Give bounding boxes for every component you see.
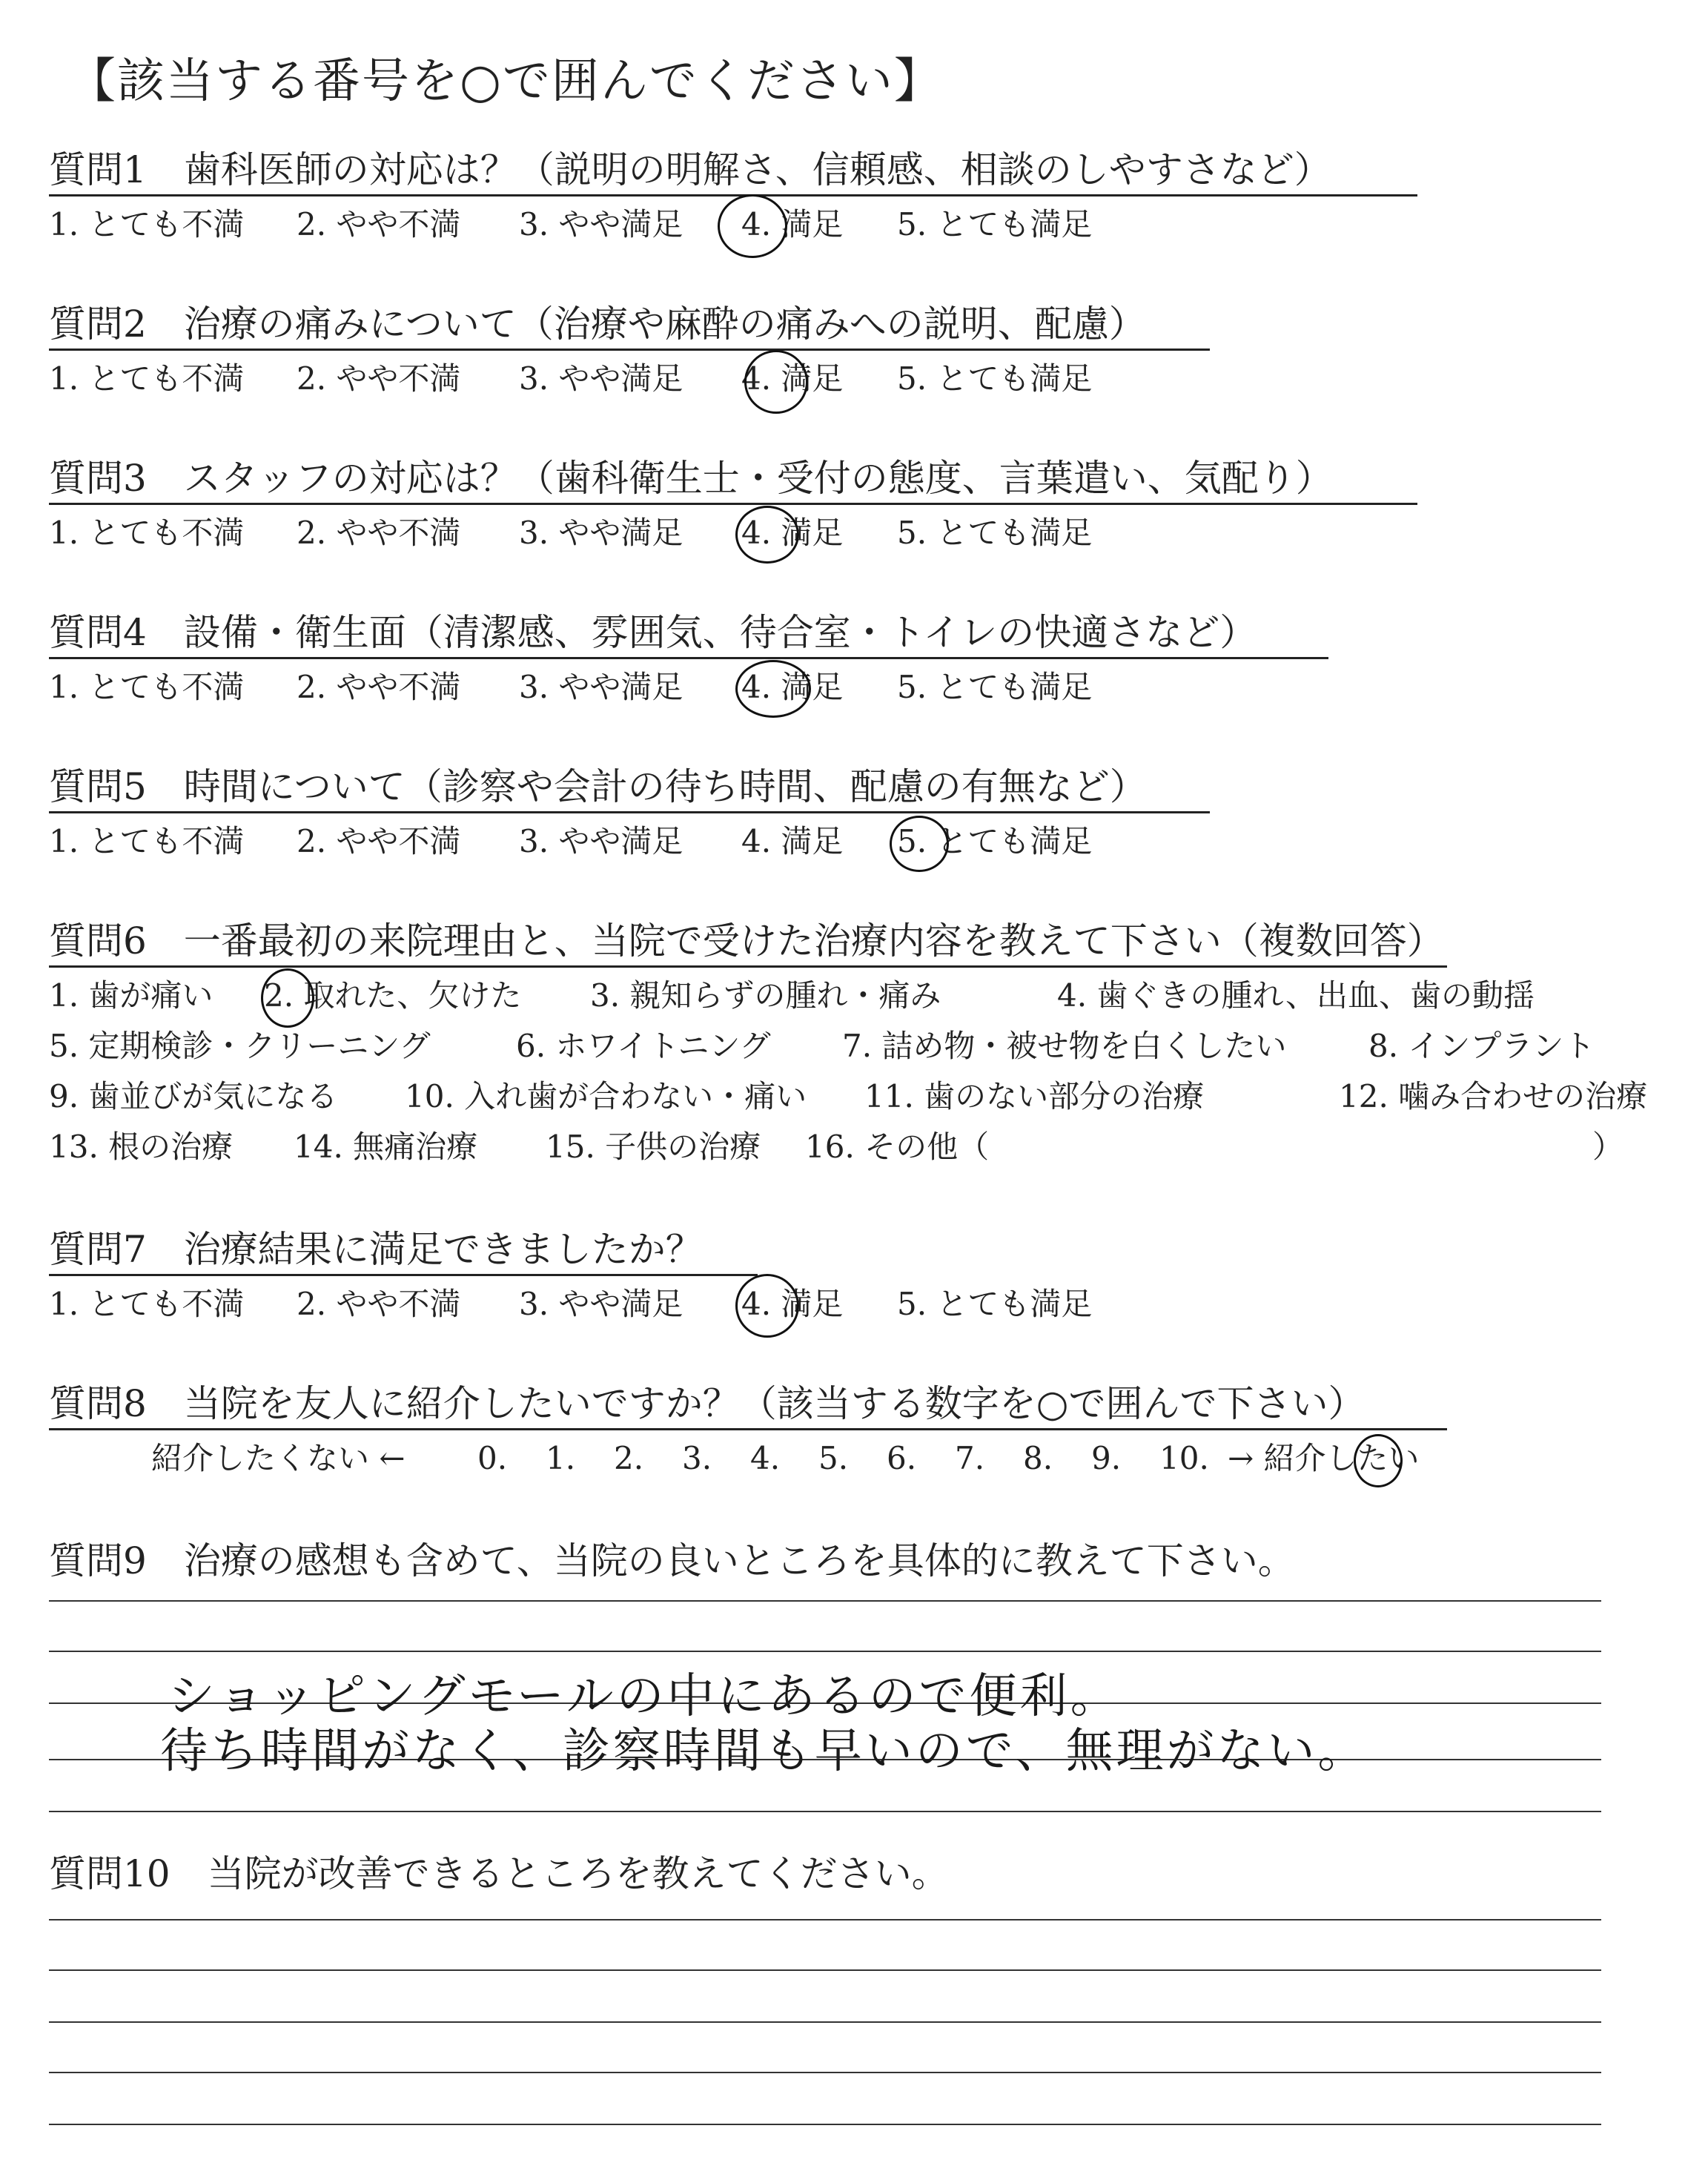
question-3-underline (49, 503, 1417, 505)
q8-score-6[interactable]: 6. (887, 1440, 917, 1476)
question-7-options (49, 1286, 1093, 1322)
question-1-underline (49, 194, 1417, 196)
q3-option-2[interactable]: 2. やや不満 (297, 515, 461, 551)
q1-option-4[interactable]: 4. 満足 (741, 206, 844, 242)
q8-score-4[interactable]: 4. (750, 1440, 781, 1476)
question-2-title: 質問2 治療の痛みについて（治療や麻酔の痛みへの説明、配慮） (49, 303, 1146, 346)
q8-score-5[interactable]: 5. (818, 1440, 849, 1476)
q3-option-4[interactable]: 4. 満足 (741, 515, 844, 551)
q6-option-4[interactable]: 4. 歯ぐきの腫れ、出血、歯の動揺 (1057, 977, 1535, 1014)
q2-option-1[interactable]: 1. とても不満 (49, 360, 245, 397)
question-3-options (49, 515, 1093, 551)
q4-option-5[interactable]: 5. とても満足 (897, 669, 1093, 705)
q6-option-11[interactable]: 11. 歯のない部分の治療 (864, 1078, 1205, 1114)
question-7-title: 質問7 治療結果に満足できましたか？ (49, 1228, 703, 1271)
q8-score-1[interactable]: 1. (546, 1440, 576, 1476)
q2-option-4[interactable]: 4. 満足 (741, 360, 844, 397)
question-4-options (49, 669, 1093, 705)
q8-score-0[interactable]: 0. (477, 1440, 508, 1476)
q5-option-2[interactable]: 2. やや不満 (297, 823, 461, 859)
q6-option-10[interactable]: 10. 入れ歯が合わない・痛い (405, 1078, 807, 1114)
question-8-title: 質問8 当院を友人に紹介したいですか？（該当する数字を○で囲んで下さい） (49, 1382, 1366, 1425)
question-8-scale (151, 1440, 1420, 1476)
question-1-options (49, 206, 1093, 242)
q6-option-15[interactable]: 15. 子供の治療 (546, 1129, 761, 1165)
q6-option-9[interactable]: 9. 歯並びが気になる (49, 1078, 338, 1114)
question-7-underline (49, 1274, 758, 1276)
q1-option-1[interactable]: 1. とても不満 (49, 206, 245, 242)
q8-left-label: 紹介したくない ← (151, 1440, 406, 1476)
q9-answer-line-1 (49, 1600, 1601, 1602)
question-9-title: 質問9 治療の感想も含めて、当院の良いところを具体的に教えて下さい。 (49, 1539, 1295, 1582)
q10-answer-line-3[interactable] (49, 2021, 1601, 2023)
q5-option-5[interactable]: 5. とても満足 (897, 823, 1093, 859)
question-1-title: 質問1 歯科医師の対応は？（説明の明解さ、信頼感、相談のしやすさなど） (49, 148, 1331, 191)
q2-option-5[interactable]: 5. とても満足 (897, 360, 1093, 397)
q2-option-2[interactable]: 2. やや不満 (297, 360, 461, 397)
question-6-row-4 (49, 1129, 990, 1165)
question-10-title: 質問10 当院が改善できるところを教えてください。 (49, 1852, 949, 1895)
q7-option-2[interactable]: 2. やや不満 (297, 1286, 461, 1322)
question-6-title: 質問6 一番最初の来院理由と、当院で受けた治療内容を教えて下さい（複数回答） (49, 919, 1444, 962)
q4-option-4[interactable]: 4. 満足 (741, 669, 844, 705)
question-4-title: 質問4 設備・衛生面（清潔感、雰囲気、待合室・トイレの快適さなど） (49, 611, 1257, 654)
q1-option-3[interactable]: 3. やや満足 (519, 206, 683, 242)
q4-option-2[interactable]: 2. やや不満 (297, 669, 461, 705)
q10-answer-line-4[interactable] (49, 2072, 1601, 2073)
question-5-options (49, 823, 1093, 859)
q6-option-5[interactable]: 5. 定期検診・クリーニング (49, 1028, 431, 1064)
question-2-underline (49, 349, 1210, 351)
q8-score-9[interactable]: 9. (1091, 1440, 1122, 1476)
q9-handwritten-answer-1: ショッピングモールの中にあるので便利。 (168, 1669, 1121, 1724)
q10-answer-line-5[interactable] (49, 2124, 1601, 2125)
q6-option-6[interactable]: 6. ホワイトニング (516, 1028, 771, 1064)
q7-option-5[interactable]: 5. とても満足 (897, 1286, 1093, 1322)
q8-score-10[interactable]: 10. (1159, 1440, 1209, 1476)
q9-answer-line-5 (49, 1811, 1601, 1812)
q6-other-close-paren: ） (1592, 1129, 1624, 1165)
question-6-underline (49, 965, 1447, 968)
q8-score-8[interactable]: 8. (1023, 1440, 1053, 1476)
q8-right-label: → 紹介したい (1228, 1440, 1420, 1476)
q5-option-1[interactable]: 1. とても不満 (49, 823, 245, 859)
page-title: 【該当する番号を○で囲んでください】 (68, 54, 943, 109)
q3-option-5[interactable]: 5. とても満足 (897, 515, 1093, 551)
q10-answer-line-1[interactable] (49, 1919, 1601, 1920)
q6-option-7[interactable]: 7. 詰め物・被せ物を白くしたい (842, 1028, 1287, 1064)
question-6-row-1 (49, 977, 1535, 1014)
q10-answer-line-2[interactable] (49, 1969, 1601, 1971)
question-3-title: 質問3 スタッフの対応は？（歯科衛生士・受付の態度、言葉遣い、気配り） (49, 457, 1333, 500)
q7-option-1[interactable]: 1. とても不満 (49, 1286, 245, 1322)
q7-option-4[interactable]: 4. 満足 (741, 1286, 844, 1322)
q6-option-12[interactable]: 12. 噛み合わせの治療 (1339, 1078, 1648, 1114)
q7-option-3[interactable]: 3. やや満足 (519, 1286, 683, 1322)
q3-option-3[interactable]: 3. やや満足 (519, 515, 683, 551)
q5-option-3[interactable]: 3. やや満足 (519, 823, 683, 859)
question-5-underline (49, 811, 1210, 813)
question-5-title: 質問5 時間について（診察や会計の待ち時間、配慮の有無など） (49, 765, 1147, 808)
q1-option-2[interactable]: 2. やや不満 (297, 206, 461, 242)
q8-score-7[interactable]: 7. (955, 1440, 985, 1476)
q6-option-2[interactable]: 2. 取れた、欠けた (264, 977, 522, 1014)
question-2-options (49, 360, 1093, 397)
q6-option-14[interactable]: 14. 無痛治療 (294, 1129, 478, 1165)
question-4-underline (49, 657, 1328, 659)
q2-option-3[interactable]: 3. やや満足 (519, 360, 683, 397)
question-6-row-2 (49, 1028, 1595, 1064)
q9-answer-line-2 (49, 1651, 1601, 1652)
q1-option-5[interactable]: 5. とても満足 (897, 206, 1093, 242)
q4-option-3[interactable]: 3. やや満足 (519, 669, 683, 705)
q6-option-1[interactable]: 1. 歯が痛い (49, 977, 214, 1014)
q9-handwritten-answer-2: 待ち時間がなく、診察時間も早いので、無理がない。 (160, 1724, 1368, 1779)
q6-option-13[interactable]: 13. 根の治療 (49, 1129, 234, 1165)
q6-option-16[interactable]: 16. その他（ (805, 1129, 990, 1165)
q6-option-3[interactable]: 3. 親知らずの腫れ・痛み (590, 977, 941, 1014)
q3-option-1[interactable]: 1. とても不満 (49, 515, 245, 551)
question-8-underline (49, 1428, 1447, 1430)
q8-score-2[interactable]: 2. (614, 1440, 644, 1476)
q5-option-4[interactable]: 4. 満足 (741, 823, 844, 859)
q4-option-1[interactable]: 1. とても不満 (49, 669, 245, 705)
q6-option-8[interactable]: 8. インプラント (1368, 1028, 1595, 1064)
question-6-row-3 (49, 1078, 1648, 1114)
q8-score-3[interactable]: 3. (682, 1440, 712, 1476)
